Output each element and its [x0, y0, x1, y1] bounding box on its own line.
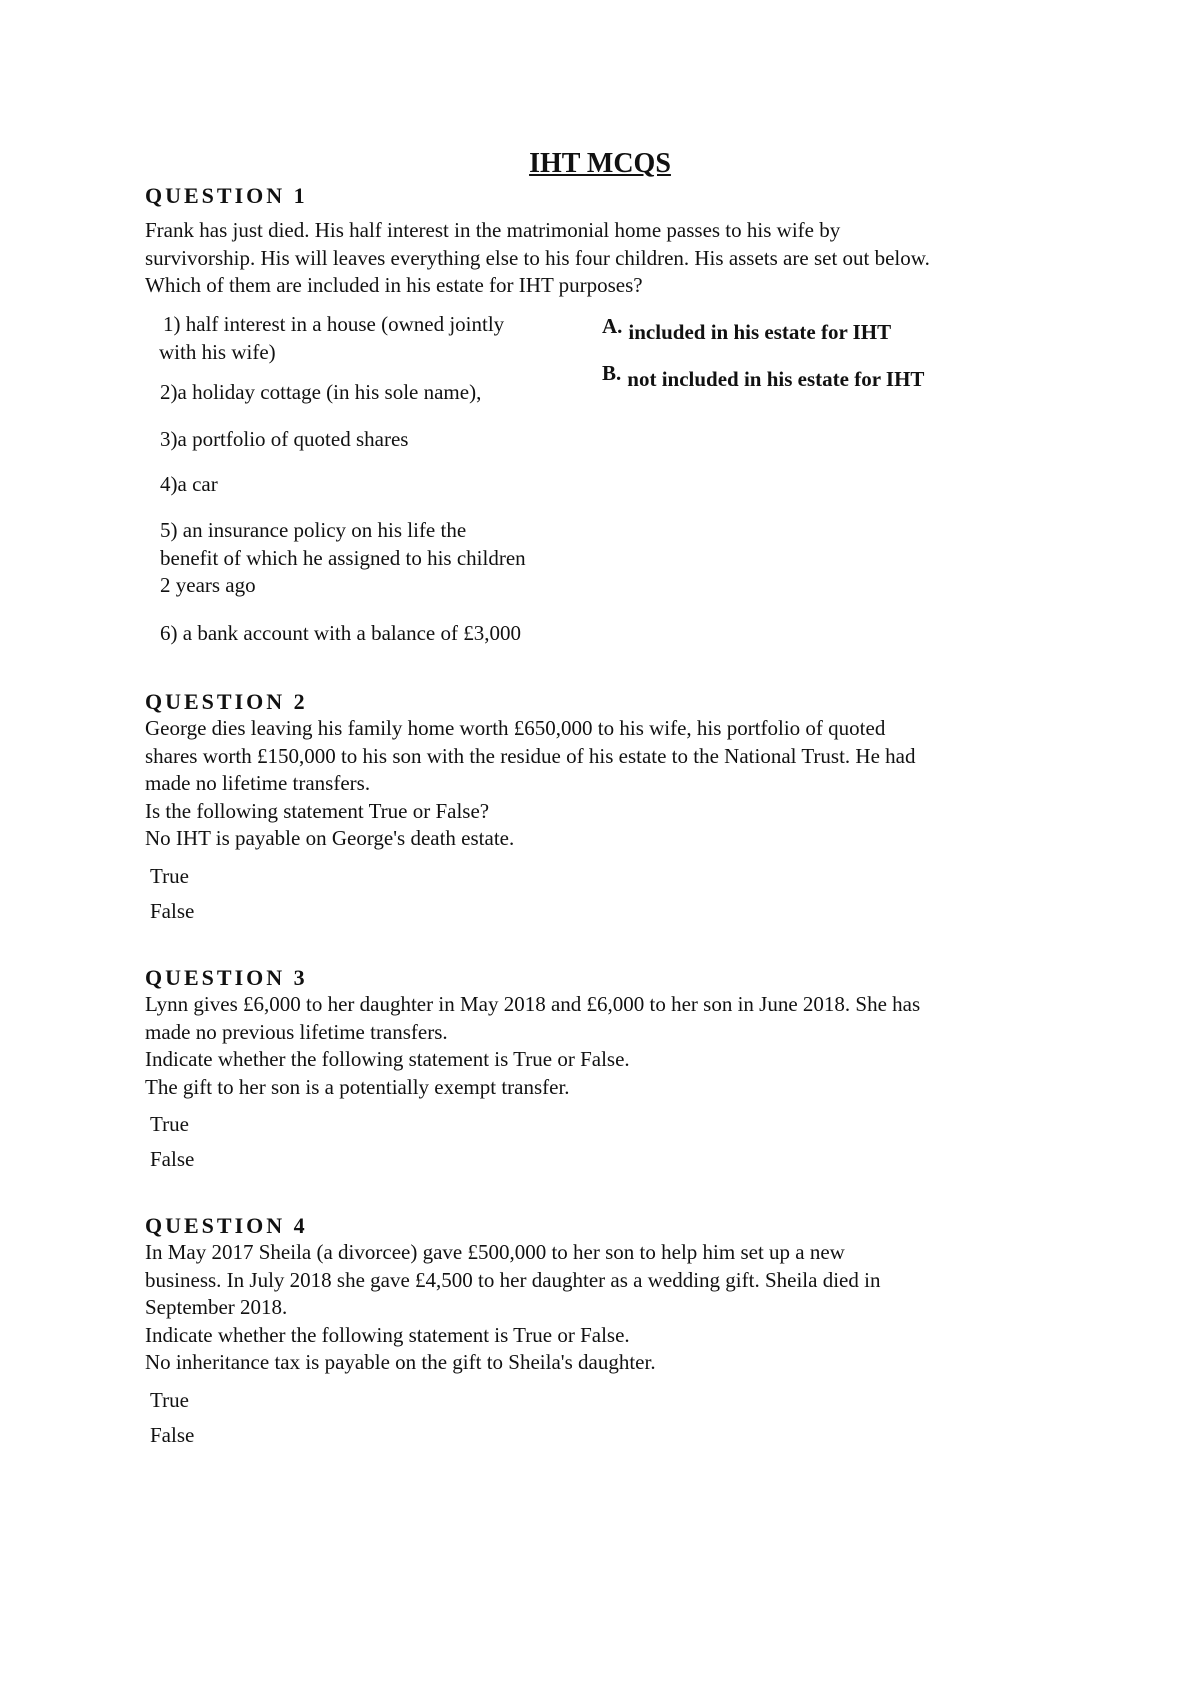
question-2-line: Is the following statement True or False? [145, 798, 490, 823]
question-3-line: Indicate whether the following statement is True or False. [145, 1047, 630, 1071]
q3-false-option[interactable]: False [150, 1147, 195, 1171]
question-3-line: The gift to her son is a potentially exempt transfer. [145, 1074, 570, 1099]
q2-true-option[interactable]: True [150, 864, 189, 888]
question-1-heading: QUESTION 1 [145, 183, 308, 208]
option-letter: A. [602, 314, 623, 338]
question-4-line: business. In July 2018 she gave £4,500 to her daughter as a wedding gift. Sheila died in [145, 1267, 881, 1292]
question-2-line: made no lifetime transfers. [145, 771, 371, 795]
question-4-line: In May 2017 Sheila (a divorcee) gave £500,000 to her son to help him set up a new [145, 1240, 845, 1264]
option-letter: B. [602, 361, 622, 385]
question-4-line: No inheritance tax is payable on the gift to Sheila's daughter. [145, 1350, 656, 1374]
asset-item-2: 2)a holiday cottage (in his sole name), [160, 380, 482, 404]
asset-item-4: 4)a car [160, 472, 218, 496]
asset-item-3: 3)a portfolio of quoted shares [160, 427, 409, 451]
question-3-line: Lynn gives £6,000 to her daughter in May 2018 and £6,000 to her son in June 2018. She has [145, 992, 921, 1016]
q3-true-option[interactable]: True [150, 1112, 189, 1136]
document-title: IHT MCQS [529, 148, 671, 179]
answer-option-b[interactable] [602, 361, 925, 393]
question-1-line: Frank has just died. His half interest in the matrimonial home passes to his wife by [145, 218, 841, 242]
question-2-line: George dies leaving his family home worth £650,000 to his wife, his portfolio of quoted [145, 716, 886, 740]
question-4-line: Indicate whether the following statement is True or False. [145, 1322, 630, 1347]
question-3-heading: QUESTION 3 [145, 965, 308, 990]
answer-option-a[interactable] [602, 314, 892, 346]
question-1-line: survivorship. His will leaves everything else to his four children. His assets are set out below. [145, 245, 930, 270]
question-2-heading: QUESTION 2 [145, 689, 308, 714]
question-4-heading: QUESTION 4 [145, 1213, 308, 1238]
question-2-line: No IHT is payable on George's death estate. [145, 826, 515, 850]
question-4-line: September 2018. [145, 1295, 288, 1319]
q4-false-option[interactable]: False [150, 1423, 195, 1447]
question-3-text [145, 991, 1085, 1101]
question-1-text [145, 217, 1085, 300]
question-2-line: shares worth £150,000 to his son with the residue of his estate to the National Trust. He had [145, 743, 916, 768]
asset-item-1: 1) half interest in a house (owned jointly with his wife) [159, 312, 505, 364]
asset-item-5: 5) an insurance policy on his life the benefit of which he assigned to his children 2 years ago [160, 518, 526, 597]
option-text: not included in his estate for IHT [627, 367, 925, 391]
question-4-text [145, 1239, 1085, 1377]
question-1-line: Which of them are included in his estate for IHT purposes? [145, 273, 643, 297]
question-2-text [145, 715, 1085, 853]
option-text: included in his estate for IHT [628, 320, 892, 344]
q4-true-option[interactable]: True [150, 1388, 189, 1412]
question-3-line: made no previous lifetime transfers. [145, 1019, 448, 1044]
q2-false-option[interactable]: False [150, 899, 195, 923]
asset-item-6: 6) a bank account with a balance of £3,000 [160, 621, 521, 645]
